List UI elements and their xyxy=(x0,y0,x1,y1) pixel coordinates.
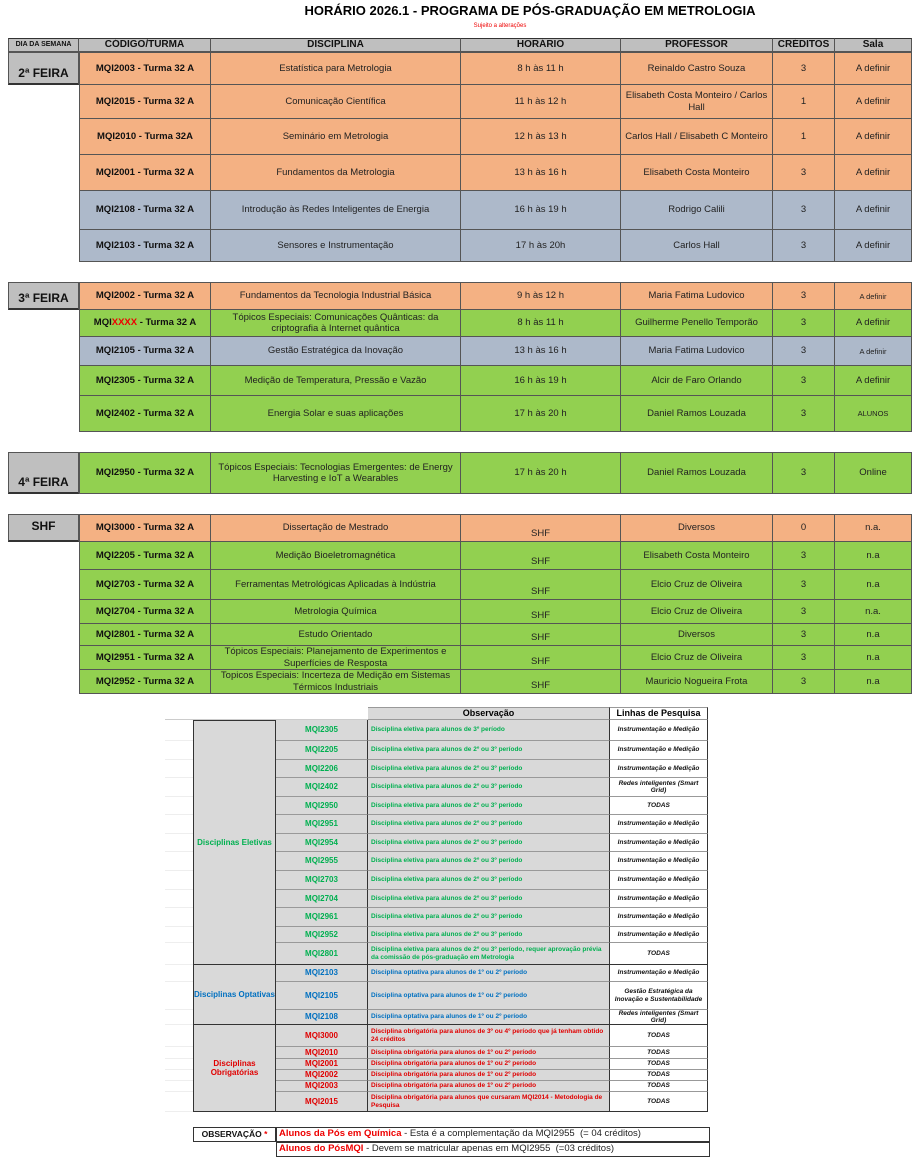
legend-code: MQI2003 xyxy=(276,1081,368,1092)
research-line: Instrumentação e Medição xyxy=(610,871,708,890)
schedule-time: SHF xyxy=(461,514,621,542)
course-code: MQI2103 - Turma 32 A xyxy=(79,230,211,262)
discipline: Medição de Temperatura, Pressão e Vazão xyxy=(211,366,461,396)
legend-code: MQI2950 xyxy=(276,797,368,815)
blank-cell xyxy=(165,720,193,741)
day-label: 2ª FEIRA xyxy=(8,52,79,85)
credits: 1 xyxy=(773,119,835,155)
credits: 3 xyxy=(773,600,835,624)
note-audience: Alunos do PósMQI xyxy=(279,1143,364,1155)
discipline: Topicos Especiais: Incerteza de Medição em Sistemas Térmicos Industriais xyxy=(211,670,461,694)
room: A definir xyxy=(835,155,912,191)
legend-observation: Disciplina eletiva para alunos de 2º ou 3º período xyxy=(368,760,610,778)
blank-cell xyxy=(165,927,193,943)
blank-cell xyxy=(165,1010,193,1025)
note-text: - Esta é a complementação da MQI2955 (= 04 créditos) xyxy=(401,1128,641,1140)
course-code: MQI2015 - Turma 32 A xyxy=(79,85,211,119)
credits: 3 xyxy=(773,366,835,396)
course-code: MQI2801 - Turma 32 A xyxy=(79,624,211,646)
discipline: Estatística para Metrologia xyxy=(211,52,461,85)
legend-code: MQI2703 xyxy=(276,871,368,890)
legend-observation: Disciplina eletiva para alunos de 2º ou 3º período xyxy=(368,908,610,927)
schedule-time: SHF xyxy=(461,670,621,694)
room: A definir xyxy=(835,85,912,119)
course-code: MQI2402 - Turma 32 A xyxy=(79,396,211,432)
day-label: 3ª FEIRA xyxy=(8,282,79,310)
column-header: HORÁRIO xyxy=(461,38,621,52)
legend-observation: Disciplina eletiva para alunos de 2º ou 3º período xyxy=(368,890,610,908)
discipline: Ferramentas Metrológicas Aplicadas à Indústria xyxy=(211,570,461,600)
research-line: Instrumentação e Medição xyxy=(610,890,708,908)
legend-code: MQI2108 xyxy=(276,1010,368,1025)
legend-observation: Disciplina obrigatória para alunos de 3º ou 4º período que já tenham obtido 24 créditos xyxy=(368,1025,610,1047)
column-header: PROFESSOR xyxy=(621,38,773,52)
credits: 3 xyxy=(773,542,835,570)
professor: Mauricio Nogueira Frota xyxy=(621,670,773,694)
course-code: MQI2010 - Turma 32A xyxy=(79,119,211,155)
legend-observation: Disciplina obrigatória para alunos de 1º ou 2º período xyxy=(368,1081,610,1092)
legend-observation: Disciplina optativa para alunos de 1º ou 2º período xyxy=(368,1010,610,1025)
professor: Elcio Cruz de Oliveira xyxy=(621,646,773,670)
subtitle: Sujeito a alterações xyxy=(473,23,527,29)
legend-observation: Disciplina eletiva para alunos de 2º ou 3º período xyxy=(368,927,610,943)
professor: Daniel Ramos Louzada xyxy=(621,396,773,432)
professor: Elisabeth Costa Monteiro xyxy=(621,155,773,191)
discipline: Energia Solar e suas aplicações xyxy=(211,396,461,432)
note-audience: Alunos da Pós em Química xyxy=(279,1128,402,1140)
blank-cell xyxy=(165,1081,193,1092)
column-header: CÓDIGO/TURMA xyxy=(79,38,211,52)
blank-cell xyxy=(165,871,193,890)
research-line: TODAS xyxy=(610,943,708,965)
day-label: 4ª FEIRA xyxy=(8,452,79,494)
legend-observation: Disciplina eletiva para alunos de 2º ou 3º período, requer aprovação prévia da comissão de pós-graduação em Metrologia xyxy=(368,943,610,965)
column-header: CRÉDITOS xyxy=(773,38,835,52)
discipline: Comunicação Científica xyxy=(211,85,461,119)
legend-observation: Disciplina obrigatória para alunos de 1º ou 2º período xyxy=(368,1047,610,1059)
room: n.a. xyxy=(835,514,912,542)
legend-observation: Disciplina eletiva para alunos de 2º ou 3º período xyxy=(368,797,610,815)
blank-cell xyxy=(165,760,193,778)
blank-cell xyxy=(165,1070,193,1081)
room: A definir xyxy=(835,191,912,230)
legend-observation: Disciplina optativa para alunos de 1º ou 2º período xyxy=(368,965,610,982)
room: A definir xyxy=(835,337,912,366)
room: n.a xyxy=(835,670,912,694)
course-code: MQI3000 - Turma 32 A xyxy=(79,514,211,542)
professor: Elcio Cruz de Oliveira xyxy=(621,570,773,600)
course-code: MQI2952 - Turma 32 A xyxy=(79,670,211,694)
research-line: TODAS xyxy=(610,1047,708,1059)
code-prefix: MQI xyxy=(93,317,112,329)
schedule-time: 17 h às 20h xyxy=(461,230,621,262)
blank-cell xyxy=(165,815,193,834)
room: n.a xyxy=(835,624,912,646)
legend-code: MQI2105 xyxy=(276,982,368,1010)
course-code: MQI2105 - Turma 32 A xyxy=(79,337,211,366)
credits: 3 xyxy=(773,337,835,366)
discipline: Fundamentos da Metrologia xyxy=(211,155,461,191)
professor: Maria Fatima Ludovico xyxy=(621,337,773,366)
discipline: Sensores e Instrumentação xyxy=(211,230,461,262)
page-title: HORÁRIO 2026.1 - PROGRAMA DE PÓS-GRADUAÇÃO EM METROLOGIA xyxy=(304,3,756,18)
blank-cell xyxy=(165,1047,193,1059)
research-line: Gestão Estratégica da Inovação e Sustentabilidade xyxy=(610,982,708,1010)
blank-cell xyxy=(165,1059,193,1070)
blank-cell xyxy=(165,834,193,852)
room: Online xyxy=(835,452,912,494)
legend-observation: Disciplina obrigatória para alunos de 1º ou 2º período xyxy=(368,1059,610,1070)
research-line: TODAS xyxy=(610,1070,708,1081)
credits: 3 xyxy=(773,452,835,494)
code-placeholder: XXXX xyxy=(111,317,138,329)
room: A definir xyxy=(835,310,912,337)
course-code: MQI2704 - Turma 32 A xyxy=(79,600,211,624)
professor: Daniel Ramos Louzada xyxy=(621,452,773,494)
research-line: Redes inteligentes (Smart Grid) xyxy=(610,1010,708,1025)
credits: 3 xyxy=(773,646,835,670)
room: A definir xyxy=(835,366,912,396)
room: A definir xyxy=(835,119,912,155)
credits: 0 xyxy=(773,514,835,542)
credits: 3 xyxy=(773,570,835,600)
legend-code: MQI3000 xyxy=(276,1025,368,1047)
research-line: Instrumentação e Medição xyxy=(610,852,708,871)
room: n.a. xyxy=(835,600,912,624)
schedule-time: 12 h às 13 h xyxy=(461,119,621,155)
schedule-time: 17 h às 20 h xyxy=(461,452,621,494)
schedule-time: 8 h às 11 h xyxy=(461,52,621,85)
professor: Alcir de Faro Orlando xyxy=(621,366,773,396)
room: ALUNOS xyxy=(835,396,912,432)
credits: 3 xyxy=(773,230,835,262)
legend-code: MQI2954 xyxy=(276,834,368,852)
legend-observation: Disciplina eletiva para alunos de 2º ou 3º período xyxy=(368,852,610,871)
schedule-time: SHF xyxy=(461,646,621,670)
legend-code: MQI2704 xyxy=(276,890,368,908)
discipline: Dissertação de Mestrado xyxy=(211,514,461,542)
research-line: TODAS xyxy=(610,1025,708,1047)
schedule-time: SHF xyxy=(461,570,621,600)
legend-code: MQI2801 xyxy=(276,943,368,965)
course-code: MQI2003 - Turma 32 A xyxy=(79,52,211,85)
schedule-time: SHF xyxy=(461,542,621,570)
course-code: MQI2305 - Turma 32 A xyxy=(79,366,211,396)
legend-observation: Disciplina eletiva para alunos de 2º ou 3º período xyxy=(368,778,610,797)
legend-code: MQI2010 xyxy=(276,1047,368,1059)
column-header: DIA DA SEMANA xyxy=(8,38,79,52)
credits: 3 xyxy=(773,310,835,337)
credits: 3 xyxy=(773,155,835,191)
discipline: Tópicos Especiais: Comunicações Quânticas: da criptografia à Internet quântica xyxy=(211,310,461,337)
category-label: Disciplinas Obrigatórias xyxy=(193,1025,276,1112)
legend-code: MQI2961 xyxy=(276,908,368,927)
observation-label-text: OBSERVAÇÃO xyxy=(201,1128,262,1139)
asterisk: * xyxy=(264,1128,268,1139)
blank-cell xyxy=(165,908,193,927)
room: n.a xyxy=(835,646,912,670)
legend-code: MQI2951 xyxy=(276,815,368,834)
blank-header xyxy=(165,707,368,720)
discipline: Medição Bioeletromagnética xyxy=(211,542,461,570)
course-code: MQI2108 - Turma 32 A xyxy=(79,191,211,230)
legend-code: MQI2305 xyxy=(276,720,368,741)
room: A definir xyxy=(835,230,912,262)
professor: Maria Fatima Ludovico xyxy=(621,282,773,310)
schedule-time: 13 h às 16 h xyxy=(461,155,621,191)
blank-cell xyxy=(165,982,193,1010)
research-line: TODAS xyxy=(610,1059,708,1070)
course-code: MQI2205 - Turma 32 A xyxy=(79,542,211,570)
legend-code: MQI2206 xyxy=(276,760,368,778)
research-line: Instrumentação e Medição xyxy=(610,720,708,741)
research-lines-header: Linhas de Pesquisa xyxy=(610,707,708,720)
schedule-time: 16 h às 19 h xyxy=(461,366,621,396)
discipline: Estudo Orientado xyxy=(211,624,461,646)
category-label: Disciplinas Eletivas xyxy=(193,720,276,965)
research-line: Redes inteligentes (Smart Grid) xyxy=(610,778,708,797)
observation-label xyxy=(193,1127,276,1142)
legend-code: MQI2402 xyxy=(276,778,368,797)
credits: 1 xyxy=(773,85,835,119)
schedule-time: 9 h às 12 h xyxy=(461,282,621,310)
professor: Elisabeth Costa Monteiro / Carlos Hall xyxy=(621,85,773,119)
legend-code: MQI2952 xyxy=(276,927,368,943)
blank-cell xyxy=(165,1025,193,1047)
legend-observation: Disciplina eletiva para alunos de 3º período xyxy=(368,720,610,741)
day-label: SHF xyxy=(8,514,79,542)
professor: Carlos Hall xyxy=(621,230,773,262)
discipline: Seminário em Metrologia xyxy=(211,119,461,155)
blank-cell xyxy=(165,852,193,871)
schedule-time: 16 h às 19 h xyxy=(461,191,621,230)
schedule-time: SHF xyxy=(461,624,621,646)
blank-cell xyxy=(165,1092,193,1112)
research-line: TODAS xyxy=(610,1081,708,1092)
discipline: Fundamentos da Tecnologia Industrial Básica xyxy=(211,282,461,310)
research-line: Instrumentação e Medição xyxy=(610,908,708,927)
discipline: Tópicos Especiais: Tecnologias Emergentes: de Energy Harvesting e IoT a Wearables xyxy=(211,452,461,494)
legend-observation: Disciplina eletiva para alunos de 2º ou 3º período xyxy=(368,871,610,890)
discipline: Introdução às Redes Inteligentes de Energia xyxy=(211,191,461,230)
research-line: Instrumentação e Medição xyxy=(610,834,708,852)
blank-cell xyxy=(165,943,193,965)
research-line: Instrumentação e Medição xyxy=(610,815,708,834)
course-code: MQI2951 - Turma 32 A xyxy=(79,646,211,670)
professor: Guilherme Penello Temporão xyxy=(621,310,773,337)
credits: 3 xyxy=(773,52,835,85)
blank-cell xyxy=(165,778,193,797)
schedule-time: 8 h às 11 h xyxy=(461,310,621,337)
professor: Elcio Cruz de Oliveira xyxy=(621,600,773,624)
course-code: MQI2001 - Turma 32 A xyxy=(79,155,211,191)
research-line: Instrumentação e Medição xyxy=(610,760,708,778)
schedule-time: 13 h às 16 h xyxy=(461,337,621,366)
blank-cell xyxy=(165,797,193,815)
legend-observation: Disciplina eletiva para alunos de 2º ou 3º período xyxy=(368,741,610,760)
discipline: Gestão Estratégica da Inovação xyxy=(211,337,461,366)
room: n.a xyxy=(835,570,912,600)
note-line-2 xyxy=(276,1142,710,1157)
legend-code: MQI2001 xyxy=(276,1059,368,1070)
legend-observation: Disciplina obrigatória para alunos que cursaram MQI2014 - Metodologia de Pesquisa xyxy=(368,1092,610,1112)
observation-header: Observação xyxy=(368,707,610,720)
course-code: MQI2950 - Turma 32 A xyxy=(79,452,211,494)
legend-observation: Disciplina eletiva para alunos de 2º ou 3º período xyxy=(368,815,610,834)
room: n.a xyxy=(835,542,912,570)
professor: Diversos xyxy=(621,514,773,542)
course-code: MQI2002 - Turma 32 A xyxy=(79,282,211,310)
credits: 3 xyxy=(773,396,835,432)
legend-code: MQI2205 xyxy=(276,741,368,760)
professor: Carlos Hall / Elisabeth C Monteiro xyxy=(621,119,773,155)
category-label: Disciplinas Optativas xyxy=(193,965,276,1025)
legend-observation: Disciplina optativa para alunos de 1º ou 2º período xyxy=(368,982,610,1010)
column-header: Sala xyxy=(835,38,912,52)
legend-observation: Disciplina obrigatória para alunos de 1º ou 2º período xyxy=(368,1070,610,1081)
course-code: MQI2703 - Turma 32 A xyxy=(79,570,211,600)
credits: 3 xyxy=(773,191,835,230)
research-line: TODAS xyxy=(610,1092,708,1112)
note-text: - Devem se matricular apenas em MQI2955 (=03 créditos) xyxy=(363,1143,614,1155)
credits: 3 xyxy=(773,670,835,694)
research-line: TODAS xyxy=(610,797,708,815)
credits: 3 xyxy=(773,282,835,310)
professor: Diversos xyxy=(621,624,773,646)
professor: Reinaldo Castro Souza xyxy=(621,52,773,85)
blank-cell xyxy=(165,890,193,908)
legend-observation: Disciplina eletiva para alunos de 2º ou 3º período xyxy=(368,834,610,852)
course-code xyxy=(79,310,211,337)
blank-cell xyxy=(165,741,193,760)
legend-code: MQI2103 xyxy=(276,965,368,982)
legend-code: MQI2002 xyxy=(276,1070,368,1081)
discipline: Tópicos Especiais: Planejamento de Experimentos e Superfícies de Resposta xyxy=(211,646,461,670)
legend-code: MQI2955 xyxy=(276,852,368,871)
professor: Rodrigo Calili xyxy=(621,191,773,230)
credits: 3 xyxy=(773,624,835,646)
schedule-time: 11 h às 12 h xyxy=(461,85,621,119)
schedule-time: 17 h às 20 h xyxy=(461,396,621,432)
professor: Elisabeth Costa Monteiro xyxy=(621,542,773,570)
note-line-1 xyxy=(276,1127,710,1142)
discipline: Metrologia Química xyxy=(211,600,461,624)
research-line: Instrumentação e Medição xyxy=(610,927,708,943)
legend-code: MQI2015 xyxy=(276,1092,368,1112)
research-line: Instrumentação e Medição xyxy=(610,965,708,982)
code-suffix: - Turma 32 A xyxy=(137,317,197,329)
room: A definir xyxy=(835,282,912,310)
room: A definir xyxy=(835,52,912,85)
blank-cell xyxy=(165,965,193,982)
column-header: DISCIPLINA xyxy=(211,38,461,52)
research-line: Instrumentação e Medição xyxy=(610,741,708,760)
schedule-time: SHF xyxy=(461,600,621,624)
